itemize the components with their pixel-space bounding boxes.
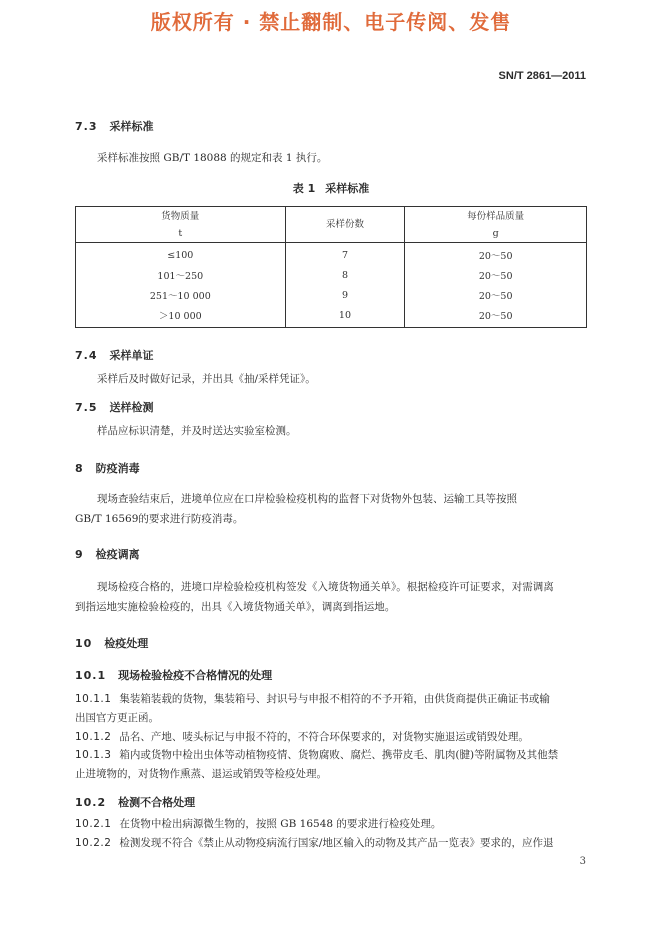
section-7-5-heading (75, 399, 154, 415)
table-number: 表 1 (292, 182, 316, 195)
cell-mass: ＞10 000 (76, 305, 286, 328)
section-9-heading (75, 546, 140, 562)
clause-10-1-1-line-2: 出国官方更正函。 (75, 712, 159, 724)
header-text: 每份样品质量 (467, 210, 525, 222)
table-caption: 采样标准 (325, 182, 370, 195)
clause-10-2-1 (75, 815, 587, 834)
section-number: 7.5 (75, 401, 98, 414)
section-number: 10 (75, 637, 93, 650)
section-title: 检测不合格处理 (118, 796, 196, 809)
clause-text: 在货物中检出病源微生物的，按照 GB 16548 的要求进行检疫处理。 (119, 818, 442, 830)
table-header-row (76, 207, 587, 243)
section-title: 检疫处理 (104, 637, 149, 650)
section-10-heading (75, 635, 148, 651)
section-number: 9 (75, 548, 84, 561)
cell-count: 7 (285, 243, 405, 266)
section-8-line-1: 现场查验结束后，进境单位应在口岸检验检疫机构的监督下对货物外包装、运输工具等按照 (97, 493, 517, 505)
section-10-1-heading (75, 667, 272, 683)
cell-mass: ≤100 (76, 243, 286, 266)
section-number: 10.2 (75, 796, 107, 809)
header-sample-count: 采样份数 (285, 207, 405, 243)
standard-code: SN/T 2861—2011 (498, 70, 586, 82)
cell-sample: 20～50 (405, 243, 587, 266)
clause-number: 10.2.1 (75, 818, 112, 830)
section-7-3-text: 采样标准按照 GB/T 18088 的规定和表 1 执行。 (97, 152, 328, 164)
section-7-5-text: 样品应标识清楚，并及时送达实验室检测。 (97, 425, 297, 437)
clause-number: 10.1.1 (75, 693, 112, 705)
section-10-2-heading (75, 794, 195, 810)
header-cargo-mass (76, 207, 286, 243)
section-number: 7.4 (75, 349, 98, 362)
clause-number: 10.1.3 (75, 749, 112, 761)
section-title: 采样标准 (109, 120, 154, 133)
page-number: 3 (579, 856, 586, 867)
section-title: 现场检验检疫不合格情况的处理 (118, 669, 273, 682)
cell-mass: 251～10 000 (76, 285, 286, 305)
section-8-line-2: GB/T 16569的要求进行防疫消毒。 (75, 513, 244, 525)
section-title: 采样单证 (109, 349, 154, 362)
clause-10-1-1-line-1 (75, 690, 587, 709)
cell-count: 9 (285, 285, 405, 305)
cell-sample: 20～50 (405, 285, 587, 305)
cell-mass: 101～250 (76, 265, 286, 285)
cell-sample: 20～50 (405, 305, 587, 328)
clause-text: 检测发现不符合《禁止从动物疫病流行国家/地区输入的动物及其产品一览表》要求的，应作退 (119, 837, 554, 849)
table-row (76, 305, 587, 328)
clause-10-1-3-line-2: 止进境物的，对货物作熏蒸、退运或销毁等检疫处理。 (75, 768, 327, 780)
table-row (76, 285, 587, 305)
header-text: 货物质量 (161, 210, 200, 222)
section-8-heading (75, 460, 140, 476)
section-7-4-text: 采样后及时做好记录，并出具《抽/采样凭证》。 (97, 373, 316, 385)
header-unit: g (492, 227, 499, 239)
section-title: 送样检测 (109, 401, 154, 414)
section-7-3-heading (75, 118, 154, 134)
clause-10-2-2 (75, 834, 587, 853)
section-7-4-heading (75, 347, 154, 363)
section-9-line-1: 现场检疫合格的，进境口岸检验检疫机构签发《入境货物通关单》。根据检疫许可证要求，对需调离 (97, 581, 554, 593)
header-unit: t (178, 227, 183, 239)
section-number: 7.3 (75, 120, 98, 133)
header-sample-mass (405, 207, 587, 243)
cell-count: 8 (285, 265, 405, 285)
sampling-standard-table (75, 206, 587, 328)
clause-text: 箱内或货物中检出虫体等动植物疫情、货物腐败、腐烂、携带皮毛、肌肉(腱)等附属物及其他禁 (119, 749, 559, 761)
clause-10-1-3-line-1 (75, 746, 587, 765)
cell-count: 10 (285, 305, 405, 328)
table-row (76, 243, 587, 266)
section-9-line-2: 到指运地实施检验检疫的，出具《入境货物通关单》，调离到指运地。 (75, 601, 396, 613)
section-title: 防疫消毒 (95, 462, 140, 475)
cell-sample: 20～50 (405, 265, 587, 285)
table-title (0, 180, 662, 196)
section-number: 10.1 (75, 669, 107, 682)
clause-text: 集装箱装载的货物，集装箱号、封识号与申报不相符的不予开箱，由供货商提供正确证书或输 (119, 693, 550, 705)
clause-10-1-2 (75, 728, 587, 747)
clause-number: 10.1.2 (75, 731, 112, 743)
table-row (76, 265, 587, 285)
section-number: 8 (75, 462, 84, 475)
clause-text: 品名、产地、唛头标记与申报不符的，不符合环保要求的，对货物实施退运或销毁处理。 (119, 731, 529, 743)
section-title: 检疫调离 (95, 548, 140, 561)
clause-number: 10.2.2 (75, 837, 112, 849)
copyright-watermark: 版权所有 · 禁止翻制、电子传阅、发售 (150, 10, 512, 34)
